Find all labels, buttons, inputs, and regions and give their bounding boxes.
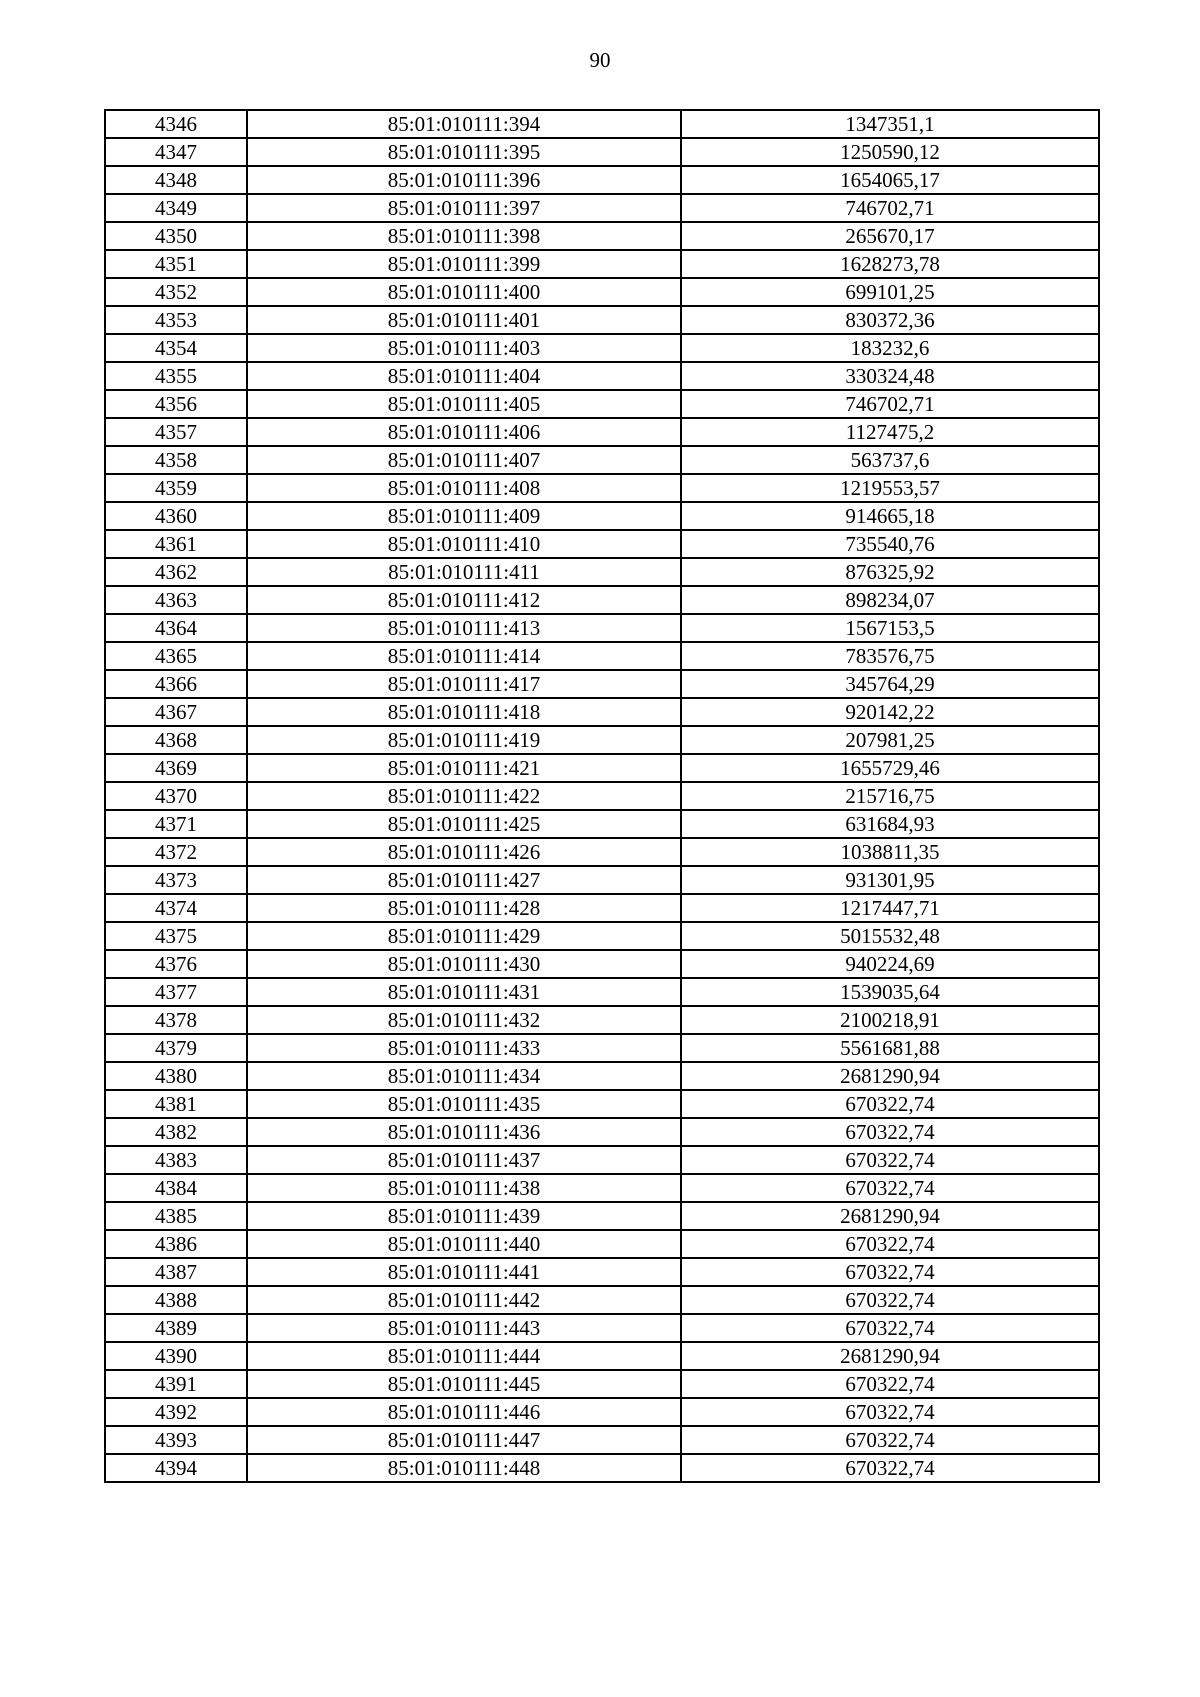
row-number-cell: 4351 xyxy=(105,250,247,278)
row-number-cell: 4358 xyxy=(105,446,247,474)
cadastral-number-cell: 85:01:010111:445 xyxy=(247,1370,681,1398)
table-row xyxy=(105,1258,1099,1286)
row-number-cell: 4392 xyxy=(105,1398,247,1426)
table-row xyxy=(105,950,1099,978)
cadastral-number-cell: 85:01:010111:397 xyxy=(247,194,681,222)
table-row xyxy=(105,306,1099,334)
cadastral-value-cell: 345764,29 xyxy=(681,670,1099,698)
table-row xyxy=(105,446,1099,474)
row-number-cell: 4353 xyxy=(105,306,247,334)
row-number-cell: 4382 xyxy=(105,1118,247,1146)
cadastral-number-cell: 85:01:010111:417 xyxy=(247,670,681,698)
table-row xyxy=(105,1090,1099,1118)
cadastral-value-cell: 2681290,94 xyxy=(681,1342,1099,1370)
cadastral-value-cell: 563737,6 xyxy=(681,446,1099,474)
row-number-cell: 4367 xyxy=(105,698,247,726)
table-row xyxy=(105,1062,1099,1090)
cadastral-value-cell: 631684,93 xyxy=(681,810,1099,838)
cadastral-number-cell: 85:01:010111:401 xyxy=(247,306,681,334)
table-row xyxy=(105,922,1099,950)
table-row xyxy=(105,250,1099,278)
cadastral-value-cell: 670322,74 xyxy=(681,1398,1099,1426)
table-row xyxy=(105,362,1099,390)
row-number-cell: 4360 xyxy=(105,502,247,530)
row-number-cell: 4376 xyxy=(105,950,247,978)
cadastral-value-cell: 670322,74 xyxy=(681,1454,1099,1482)
table-row xyxy=(105,754,1099,782)
cadastral-number-cell: 85:01:010111:403 xyxy=(247,334,681,362)
row-number-cell: 4393 xyxy=(105,1426,247,1454)
row-number-cell: 4379 xyxy=(105,1034,247,1062)
cadastral-value-cell: 183232,6 xyxy=(681,334,1099,362)
cadastral-number-cell: 85:01:010111:441 xyxy=(247,1258,681,1286)
table-row xyxy=(105,810,1099,838)
cadastral-value-cell: 830372,36 xyxy=(681,306,1099,334)
cadastral-number-cell: 85:01:010111:398 xyxy=(247,222,681,250)
cadastral-number-cell: 85:01:010111:436 xyxy=(247,1118,681,1146)
cadastral-value-cell: 1347351,1 xyxy=(681,110,1099,138)
cadastral-value-cell: 699101,25 xyxy=(681,278,1099,306)
page-number: 90 xyxy=(589,48,611,72)
cadastral-number-cell: 85:01:010111:435 xyxy=(247,1090,681,1118)
row-number-cell: 4388 xyxy=(105,1286,247,1314)
cadastral-value-cell: 746702,71 xyxy=(681,390,1099,418)
table-row xyxy=(105,474,1099,502)
cadastral-number-cell: 85:01:010111:406 xyxy=(247,418,681,446)
cadastral-number-cell: 85:01:010111:410 xyxy=(247,530,681,558)
table-row xyxy=(105,1202,1099,1230)
cadastral-value-cell: 670322,74 xyxy=(681,1258,1099,1286)
cadastral-value-cell: 1038811,35 xyxy=(681,838,1099,866)
row-number-cell: 4362 xyxy=(105,558,247,586)
cadastral-number-cell: 85:01:010111:430 xyxy=(247,950,681,978)
cadastral-value-cell: 670322,74 xyxy=(681,1174,1099,1202)
table-row xyxy=(105,614,1099,642)
row-number-cell: 4384 xyxy=(105,1174,247,1202)
cadastral-value-cell: 670322,74 xyxy=(681,1314,1099,1342)
row-number-cell: 4352 xyxy=(105,278,247,306)
table-row xyxy=(105,838,1099,866)
cadastral-number-cell: 85:01:010111:396 xyxy=(247,166,681,194)
row-number-cell: 4386 xyxy=(105,1230,247,1258)
cadastral-number-cell: 85:01:010111:428 xyxy=(247,894,681,922)
table-row xyxy=(105,138,1099,166)
row-number-cell: 4348 xyxy=(105,166,247,194)
cadastral-number-cell: 85:01:010111:447 xyxy=(247,1426,681,1454)
table-row xyxy=(105,334,1099,362)
cadastral-number-cell: 85:01:010111:404 xyxy=(247,362,681,390)
cadastral-number-cell: 85:01:010111:405 xyxy=(247,390,681,418)
table-row xyxy=(105,866,1099,894)
row-number-cell: 4361 xyxy=(105,530,247,558)
row-number-cell: 4378 xyxy=(105,1006,247,1034)
row-number-cell: 4356 xyxy=(105,390,247,418)
table-row xyxy=(105,1370,1099,1398)
cadastral-number-cell: 85:01:010111:439 xyxy=(247,1202,681,1230)
table-row xyxy=(105,894,1099,922)
cadastral-number-cell: 85:01:010111:394 xyxy=(247,110,681,138)
cadastral-number-cell: 85:01:010111:426 xyxy=(247,838,681,866)
cadastral-number-cell: 85:01:010111:399 xyxy=(247,250,681,278)
row-number-cell: 4394 xyxy=(105,1454,247,1482)
row-number-cell: 4390 xyxy=(105,1342,247,1370)
cadastral-number-cell: 85:01:010111:413 xyxy=(247,614,681,642)
row-number-cell: 4359 xyxy=(105,474,247,502)
cadastral-number-cell: 85:01:010111:437 xyxy=(247,1146,681,1174)
table-row xyxy=(105,502,1099,530)
cadastral-value-cell: 1654065,17 xyxy=(681,166,1099,194)
row-number-cell: 4366 xyxy=(105,670,247,698)
row-number-cell: 4377 xyxy=(105,978,247,1006)
cadastral-value-table xyxy=(104,109,1100,1483)
cadastral-value-cell: 914665,18 xyxy=(681,502,1099,530)
row-number-cell: 4349 xyxy=(105,194,247,222)
cadastral-value-cell: 207981,25 xyxy=(681,726,1099,754)
row-number-cell: 4372 xyxy=(105,838,247,866)
cadastral-value-cell: 1217447,71 xyxy=(681,894,1099,922)
cadastral-value-cell: 920142,22 xyxy=(681,698,1099,726)
table-row xyxy=(105,558,1099,586)
row-number-cell: 4347 xyxy=(105,138,247,166)
cadastral-number-cell: 85:01:010111:444 xyxy=(247,1342,681,1370)
cadastral-value-cell: 1567153,5 xyxy=(681,614,1099,642)
table-row xyxy=(105,1314,1099,1342)
cadastral-number-cell: 85:01:010111:425 xyxy=(247,810,681,838)
cadastral-value-cell: 5561681,88 xyxy=(681,1034,1099,1062)
cadastral-value-cell: 746702,71 xyxy=(681,194,1099,222)
cadastral-number-cell: 85:01:010111:427 xyxy=(247,866,681,894)
cadastral-value-cell: 1127475,2 xyxy=(681,418,1099,446)
cadastral-number-cell: 85:01:010111:400 xyxy=(247,278,681,306)
cadastral-value-cell: 940224,69 xyxy=(681,950,1099,978)
cadastral-number-cell: 85:01:010111:434 xyxy=(247,1062,681,1090)
cadastral-number-cell: 85:01:010111:433 xyxy=(247,1034,681,1062)
cadastral-number-cell: 85:01:010111:414 xyxy=(247,642,681,670)
table-row xyxy=(105,978,1099,1006)
row-number-cell: 4350 xyxy=(105,222,247,250)
table-row xyxy=(105,782,1099,810)
cadastral-value-cell: 5015532,48 xyxy=(681,922,1099,950)
table-row xyxy=(105,1174,1099,1202)
row-number-cell: 4363 xyxy=(105,586,247,614)
cadastral-number-cell: 85:01:010111:395 xyxy=(247,138,681,166)
row-number-cell: 4389 xyxy=(105,1314,247,1342)
cadastral-number-cell: 85:01:010111:409 xyxy=(247,502,681,530)
cadastral-value-cell: 735540,76 xyxy=(681,530,1099,558)
cadastral-number-cell: 85:01:010111:408 xyxy=(247,474,681,502)
row-number-cell: 4368 xyxy=(105,726,247,754)
table-row xyxy=(105,1398,1099,1426)
cadastral-number-cell: 85:01:010111:446 xyxy=(247,1398,681,1426)
cadastral-value-cell: 215716,75 xyxy=(681,782,1099,810)
table-row xyxy=(105,726,1099,754)
table-row xyxy=(105,1454,1099,1482)
cadastral-number-cell: 85:01:010111:431 xyxy=(247,978,681,1006)
cadastral-value-cell: 670322,74 xyxy=(681,1370,1099,1398)
cadastral-number-cell: 85:01:010111:432 xyxy=(247,1006,681,1034)
cadastral-number-cell: 85:01:010111:407 xyxy=(247,446,681,474)
table-row xyxy=(105,166,1099,194)
row-number-cell: 4365 xyxy=(105,642,247,670)
row-number-cell: 4380 xyxy=(105,1062,247,1090)
table-row xyxy=(105,530,1099,558)
table-row xyxy=(105,194,1099,222)
row-number-cell: 4373 xyxy=(105,866,247,894)
cadastral-value-cell: 2681290,94 xyxy=(681,1062,1099,1090)
row-number-cell: 4381 xyxy=(105,1090,247,1118)
cadastral-value-cell: 1628273,78 xyxy=(681,250,1099,278)
row-number-cell: 4375 xyxy=(105,922,247,950)
row-number-cell: 4370 xyxy=(105,782,247,810)
table-row xyxy=(105,1426,1099,1454)
cadastral-number-cell: 85:01:010111:419 xyxy=(247,726,681,754)
row-number-cell: 4364 xyxy=(105,614,247,642)
cadastral-value-cell: 2100218,91 xyxy=(681,1006,1099,1034)
row-number-cell: 4369 xyxy=(105,754,247,782)
cadastral-number-cell: 85:01:010111:443 xyxy=(247,1314,681,1342)
row-number-cell: 4383 xyxy=(105,1146,247,1174)
table-body xyxy=(105,110,1099,1482)
cadastral-value-cell: 670322,74 xyxy=(681,1118,1099,1146)
row-number-cell: 4355 xyxy=(105,362,247,390)
table-row xyxy=(105,1006,1099,1034)
cadastral-number-cell: 85:01:010111:438 xyxy=(247,1174,681,1202)
table-row xyxy=(105,698,1099,726)
cadastral-number-cell: 85:01:010111:448 xyxy=(247,1454,681,1482)
cadastral-value-cell: 1539035,64 xyxy=(681,978,1099,1006)
cadastral-value-cell: 330324,48 xyxy=(681,362,1099,390)
row-number-cell: 4371 xyxy=(105,810,247,838)
table-row xyxy=(105,1146,1099,1174)
row-number-cell: 4385 xyxy=(105,1202,247,1230)
table-row xyxy=(105,390,1099,418)
row-number-cell: 4374 xyxy=(105,894,247,922)
table-row xyxy=(105,1118,1099,1146)
table-row xyxy=(105,642,1099,670)
cadastral-value-cell: 1219553,57 xyxy=(681,474,1099,502)
row-number-cell: 4387 xyxy=(105,1258,247,1286)
table-row xyxy=(105,1230,1099,1258)
cadastral-value-cell: 1250590,12 xyxy=(681,138,1099,166)
cadastral-value-cell: 670322,74 xyxy=(681,1286,1099,1314)
cadastral-number-cell: 85:01:010111:422 xyxy=(247,782,681,810)
cadastral-value-cell: 265670,17 xyxy=(681,222,1099,250)
table-row xyxy=(105,1034,1099,1062)
cadastral-value-cell: 670322,74 xyxy=(681,1230,1099,1258)
table-row xyxy=(105,1286,1099,1314)
cadastral-value-cell: 670322,74 xyxy=(681,1090,1099,1118)
cadastral-number-cell: 85:01:010111:429 xyxy=(247,922,681,950)
cadastral-value-cell: 2681290,94 xyxy=(681,1202,1099,1230)
cadastral-value-cell: 670322,74 xyxy=(681,1146,1099,1174)
row-number-cell: 4346 xyxy=(105,110,247,138)
table-row xyxy=(105,418,1099,446)
cadastral-number-cell: 85:01:010111:442 xyxy=(247,1286,681,1314)
cadastral-number-cell: 85:01:010111:418 xyxy=(247,698,681,726)
row-number-cell: 4354 xyxy=(105,334,247,362)
cadastral-number-cell: 85:01:010111:411 xyxy=(247,558,681,586)
cadastral-number-cell: 85:01:010111:440 xyxy=(247,1230,681,1258)
cadastral-value-cell: 898234,07 xyxy=(681,586,1099,614)
cadastral-value-cell: 670322,74 xyxy=(681,1426,1099,1454)
cadastral-value-cell: 1655729,46 xyxy=(681,754,1099,782)
cadastral-value-cell: 931301,95 xyxy=(681,866,1099,894)
table-row xyxy=(105,1342,1099,1370)
row-number-cell: 4391 xyxy=(105,1370,247,1398)
cadastral-value-cell: 783576,75 xyxy=(681,642,1099,670)
table-row xyxy=(105,278,1099,306)
table-row xyxy=(105,110,1099,138)
table-row xyxy=(105,586,1099,614)
table-row xyxy=(105,222,1099,250)
table-row xyxy=(105,670,1099,698)
cadastral-number-cell: 85:01:010111:412 xyxy=(247,586,681,614)
cadastral-number-cell: 85:01:010111:421 xyxy=(247,754,681,782)
cadastral-value-cell: 876325,92 xyxy=(681,558,1099,586)
row-number-cell: 4357 xyxy=(105,418,247,446)
